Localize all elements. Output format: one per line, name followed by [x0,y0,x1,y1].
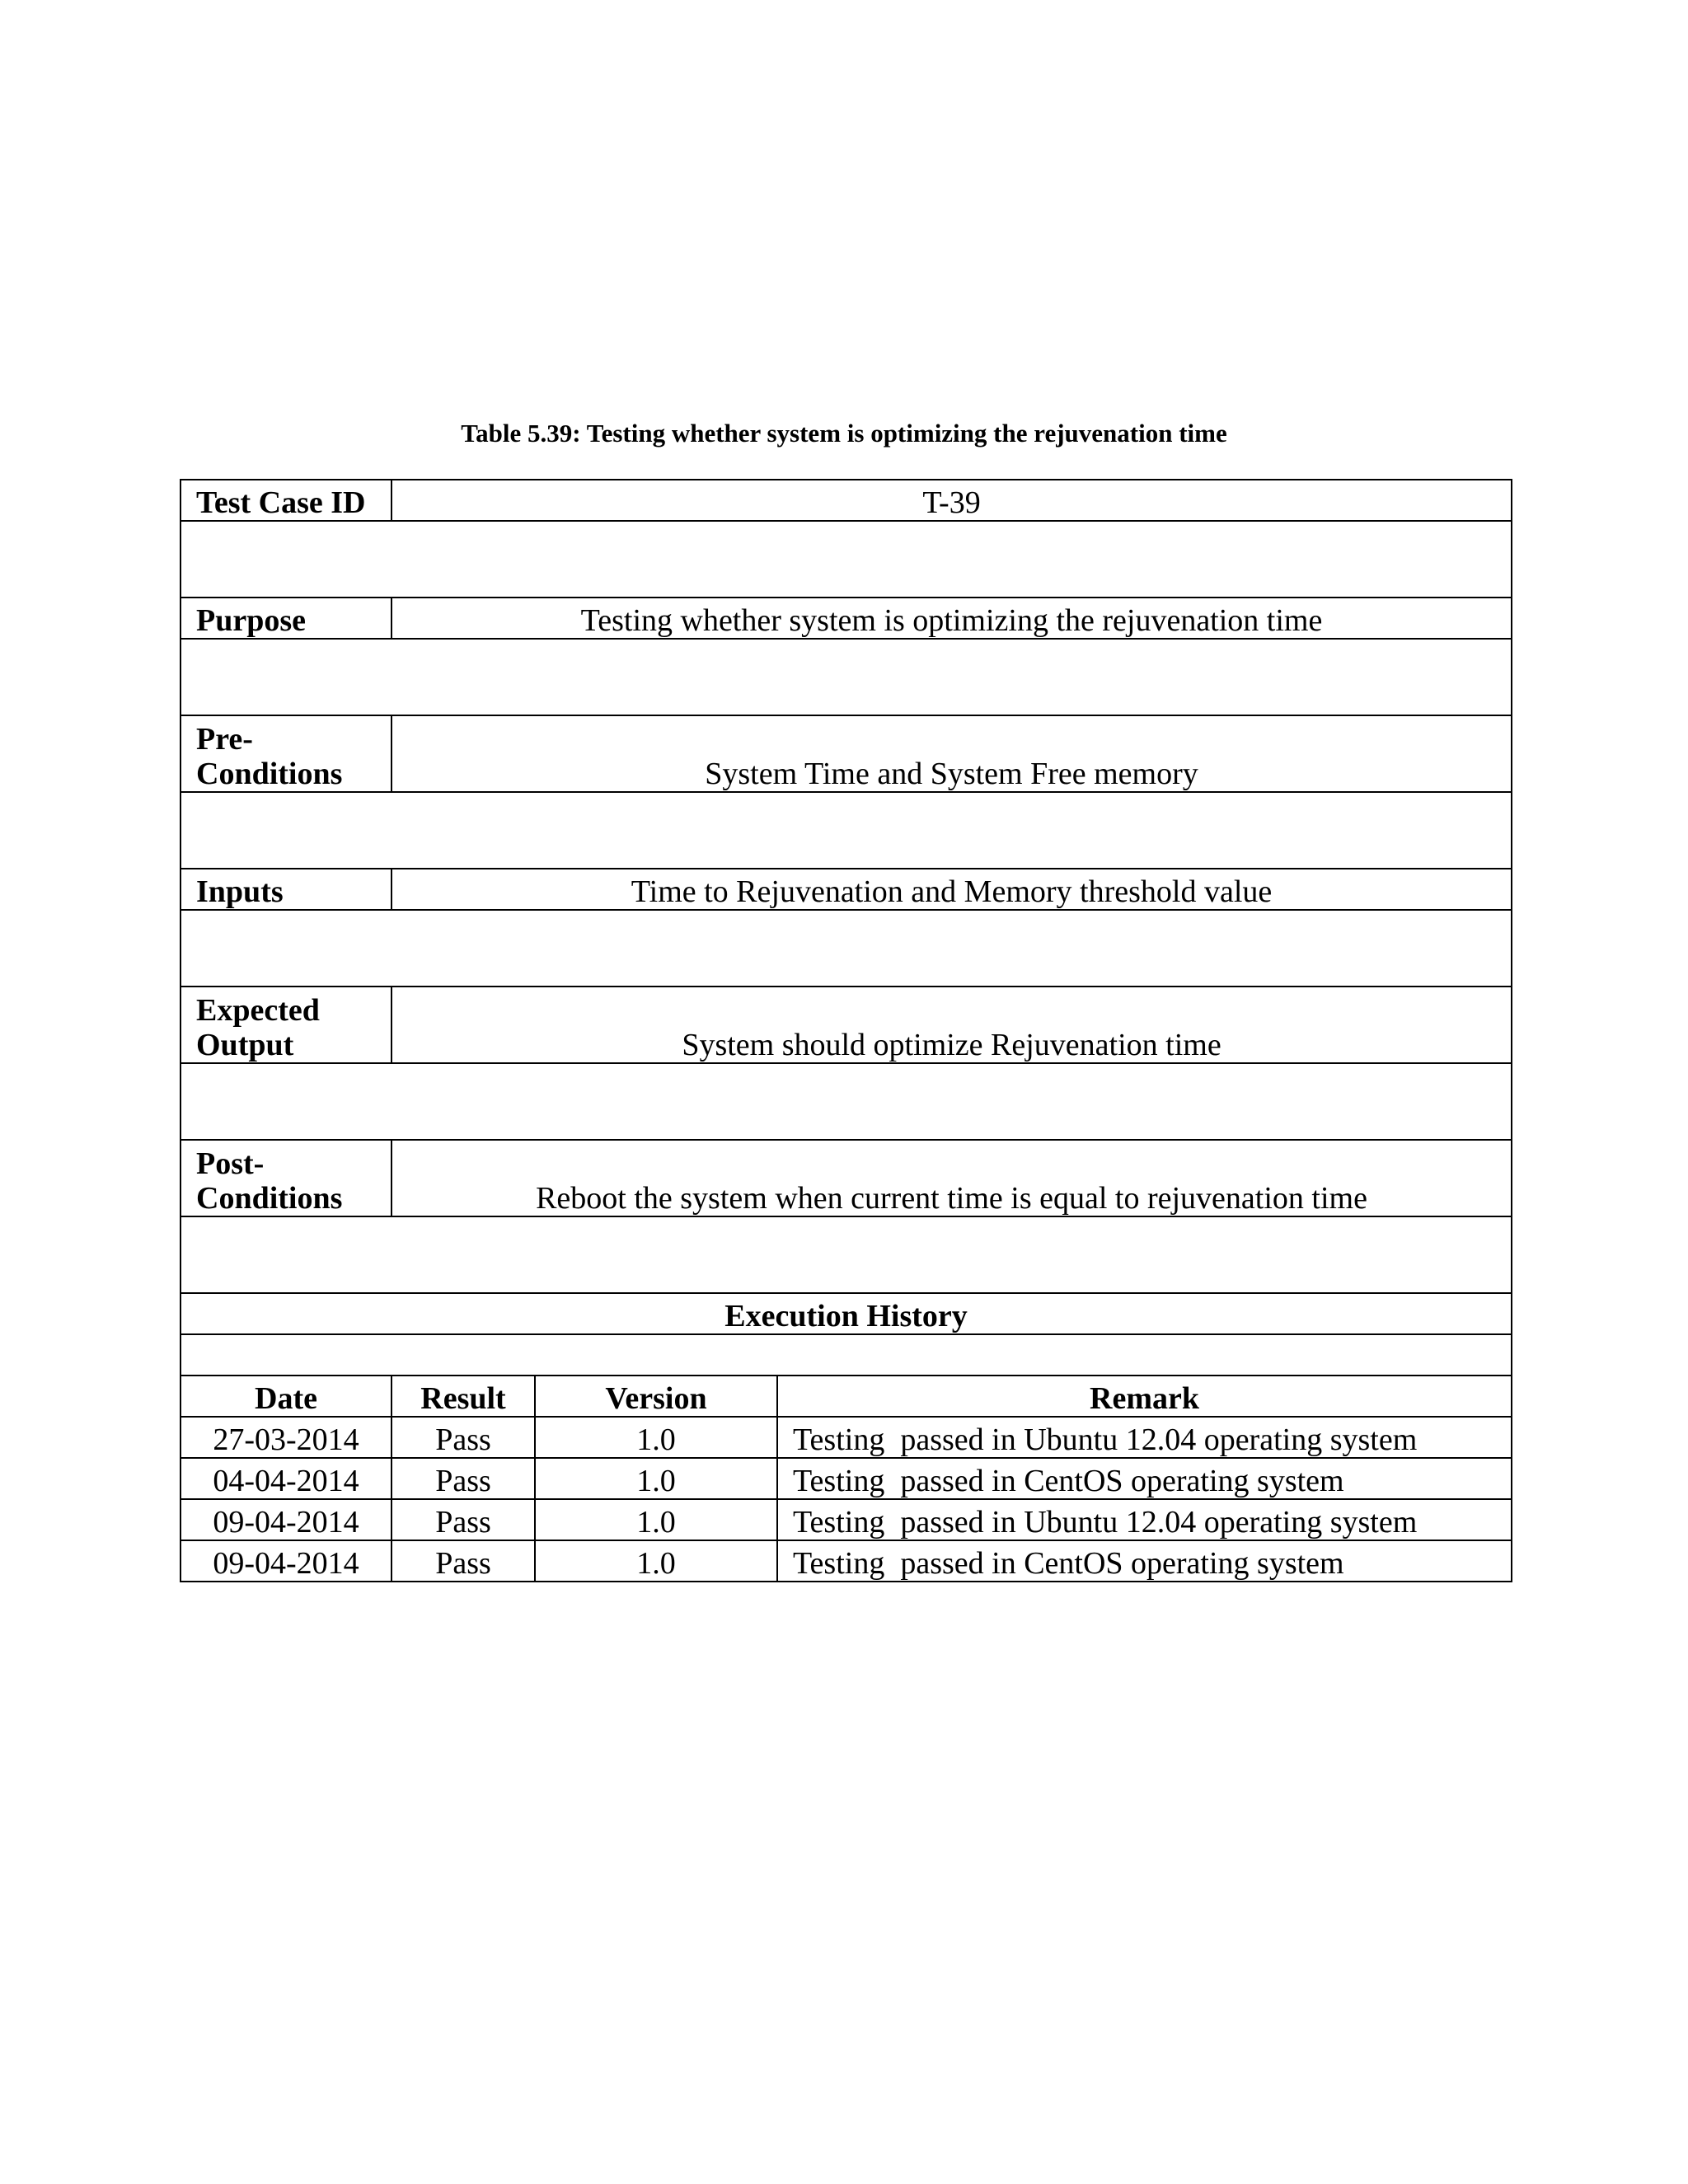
cell-version: 1.0 [535,1540,777,1582]
spacer-row [181,1334,1512,1376]
spacer-row [181,1063,1512,1140]
cell-remark: Testing passed in CentOS operating system [777,1540,1512,1582]
preconditions-label [181,715,392,792]
cell-result: Pass [392,1499,535,1540]
expected-output-label [181,987,392,1063]
purpose-label: Purpose [181,598,392,639]
spacer-row [181,521,1512,598]
cell-version: 1.0 [535,1417,777,1458]
postconditions-label [181,1140,392,1216]
row-execution-history-title [181,1293,1512,1334]
postconditions-label-text: Post- Conditions [196,1146,343,1216]
cell-version: 1.0 [535,1458,777,1499]
header-date: Date [181,1376,392,1417]
spacer-row [181,792,1512,869]
expected-output-label-text: Expected Output [196,993,320,1062]
table-row [181,1458,1512,1499]
row-purpose [181,598,1512,639]
row-preconditions [181,715,1512,792]
table-row [181,1499,1512,1540]
cell-date: 09-04-2014 [181,1540,392,1582]
purpose-value: Testing whether system is optimizing the rejuvenation time [392,598,1512,639]
test-case-id-value: T-39 [392,480,1512,521]
cell-result: Pass [392,1540,535,1582]
spacer-row [181,1216,1512,1293]
cell-date: 09-04-2014 [181,1499,392,1540]
table-row [181,1540,1512,1582]
expected-output-value: System should optimize Rejuvenation time [392,987,1512,1063]
cell-remark: Testing passed in CentOS operating system [777,1458,1512,1499]
history-header-row [181,1376,1512,1417]
table-caption: Table 5.39: Testing whether system is optimizing the rejuvenation time [461,419,1227,448]
cell-result: Pass [392,1417,535,1458]
preconditions-value: System Time and System Free memory [392,715,1512,792]
row-expected-output [181,987,1512,1063]
cell-remark: Testing passed in Ubuntu 12.04 operating system [777,1417,1512,1458]
test-case-table [180,479,1512,1582]
header-version: Version [535,1376,777,1417]
cell-result: Pass [392,1458,535,1499]
row-inputs [181,869,1512,910]
inputs-label: Inputs [181,869,392,910]
cell-version: 1.0 [535,1499,777,1540]
cell-remark: Testing passed in Ubuntu 12.04 operating system [777,1499,1512,1540]
row-test-case-id [181,480,1512,521]
spacer-row [181,910,1512,987]
postconditions-value: Reboot the system when current time is equal to rejuvenation time [392,1140,1512,1216]
test-case-id-label: Test Case ID [181,480,392,521]
header-result: Result [392,1376,535,1417]
cell-date: 04-04-2014 [181,1458,392,1499]
execution-history-title: Execution History [181,1293,1512,1334]
table-row [181,1417,1512,1458]
header-remark: Remark [777,1376,1512,1417]
row-postconditions [181,1140,1512,1216]
spacer-row [181,639,1512,715]
preconditions-label-text: Pre- Conditions [196,722,343,791]
cell-date: 27-03-2014 [181,1417,392,1458]
inputs-value: Time to Rejuvenation and Memory threshold value [392,869,1512,910]
